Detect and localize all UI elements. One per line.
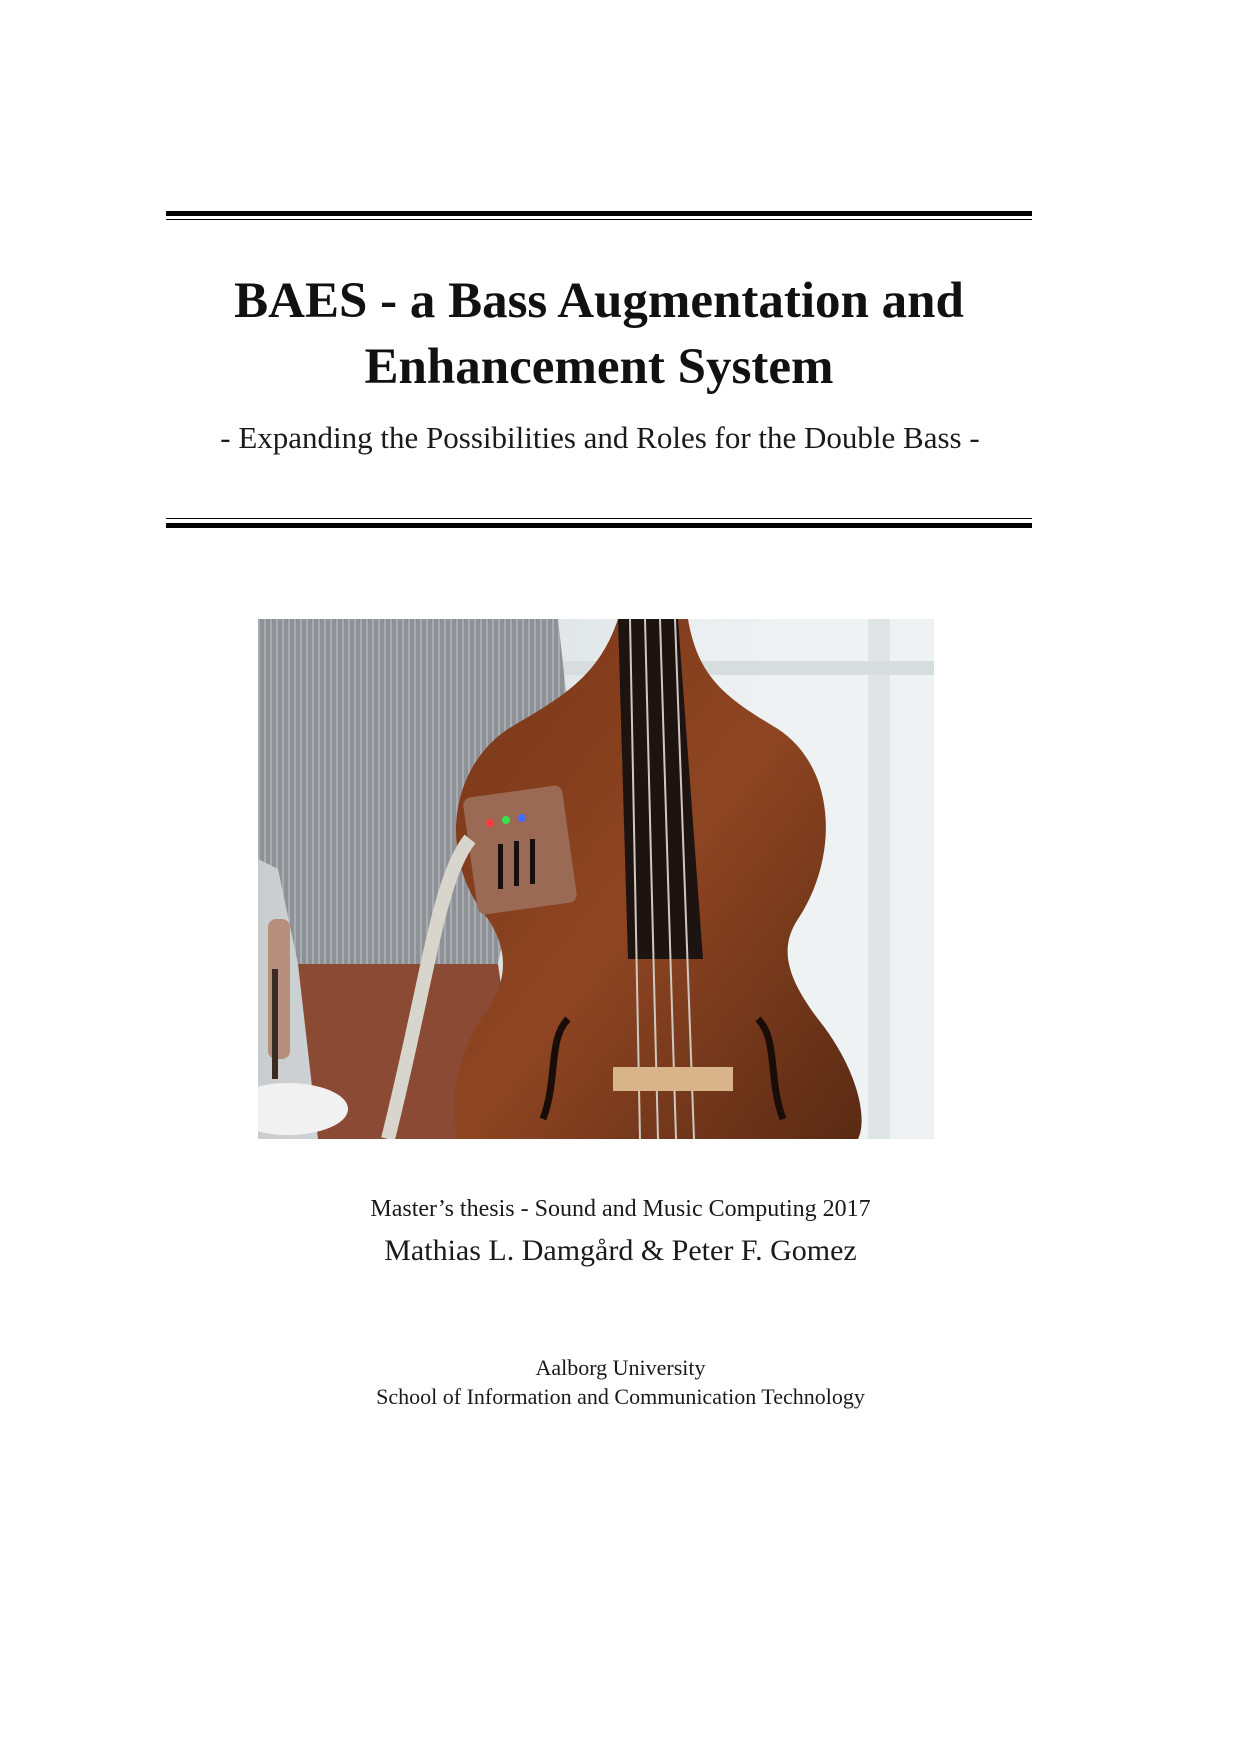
bottom-thin-rule [166,518,1032,519]
cover-photo [258,619,934,1139]
top-thin-rule [166,219,1032,220]
university-line: Aalborg University [535,1355,706,1380]
title-line-1: BAES - a Bass Augmentation and [234,273,964,329]
thesis-title [166,268,1032,400]
top-thick-rule [166,211,1032,216]
thesis-line: Master’s thesis - Sound and Music Computing 2017 [370,1196,871,1222]
bottom-thick-rule [166,523,1032,528]
thesis-subtitle: - Expanding the Possibilities and Roles for the Double Bass - [220,420,980,455]
title-line-2: Enhancement System [364,339,834,395]
school-line: School of Information and Communication Technology [376,1384,865,1409]
authors-line: Mathias L. Damgård & Peter F. Gomez [384,1234,857,1267]
